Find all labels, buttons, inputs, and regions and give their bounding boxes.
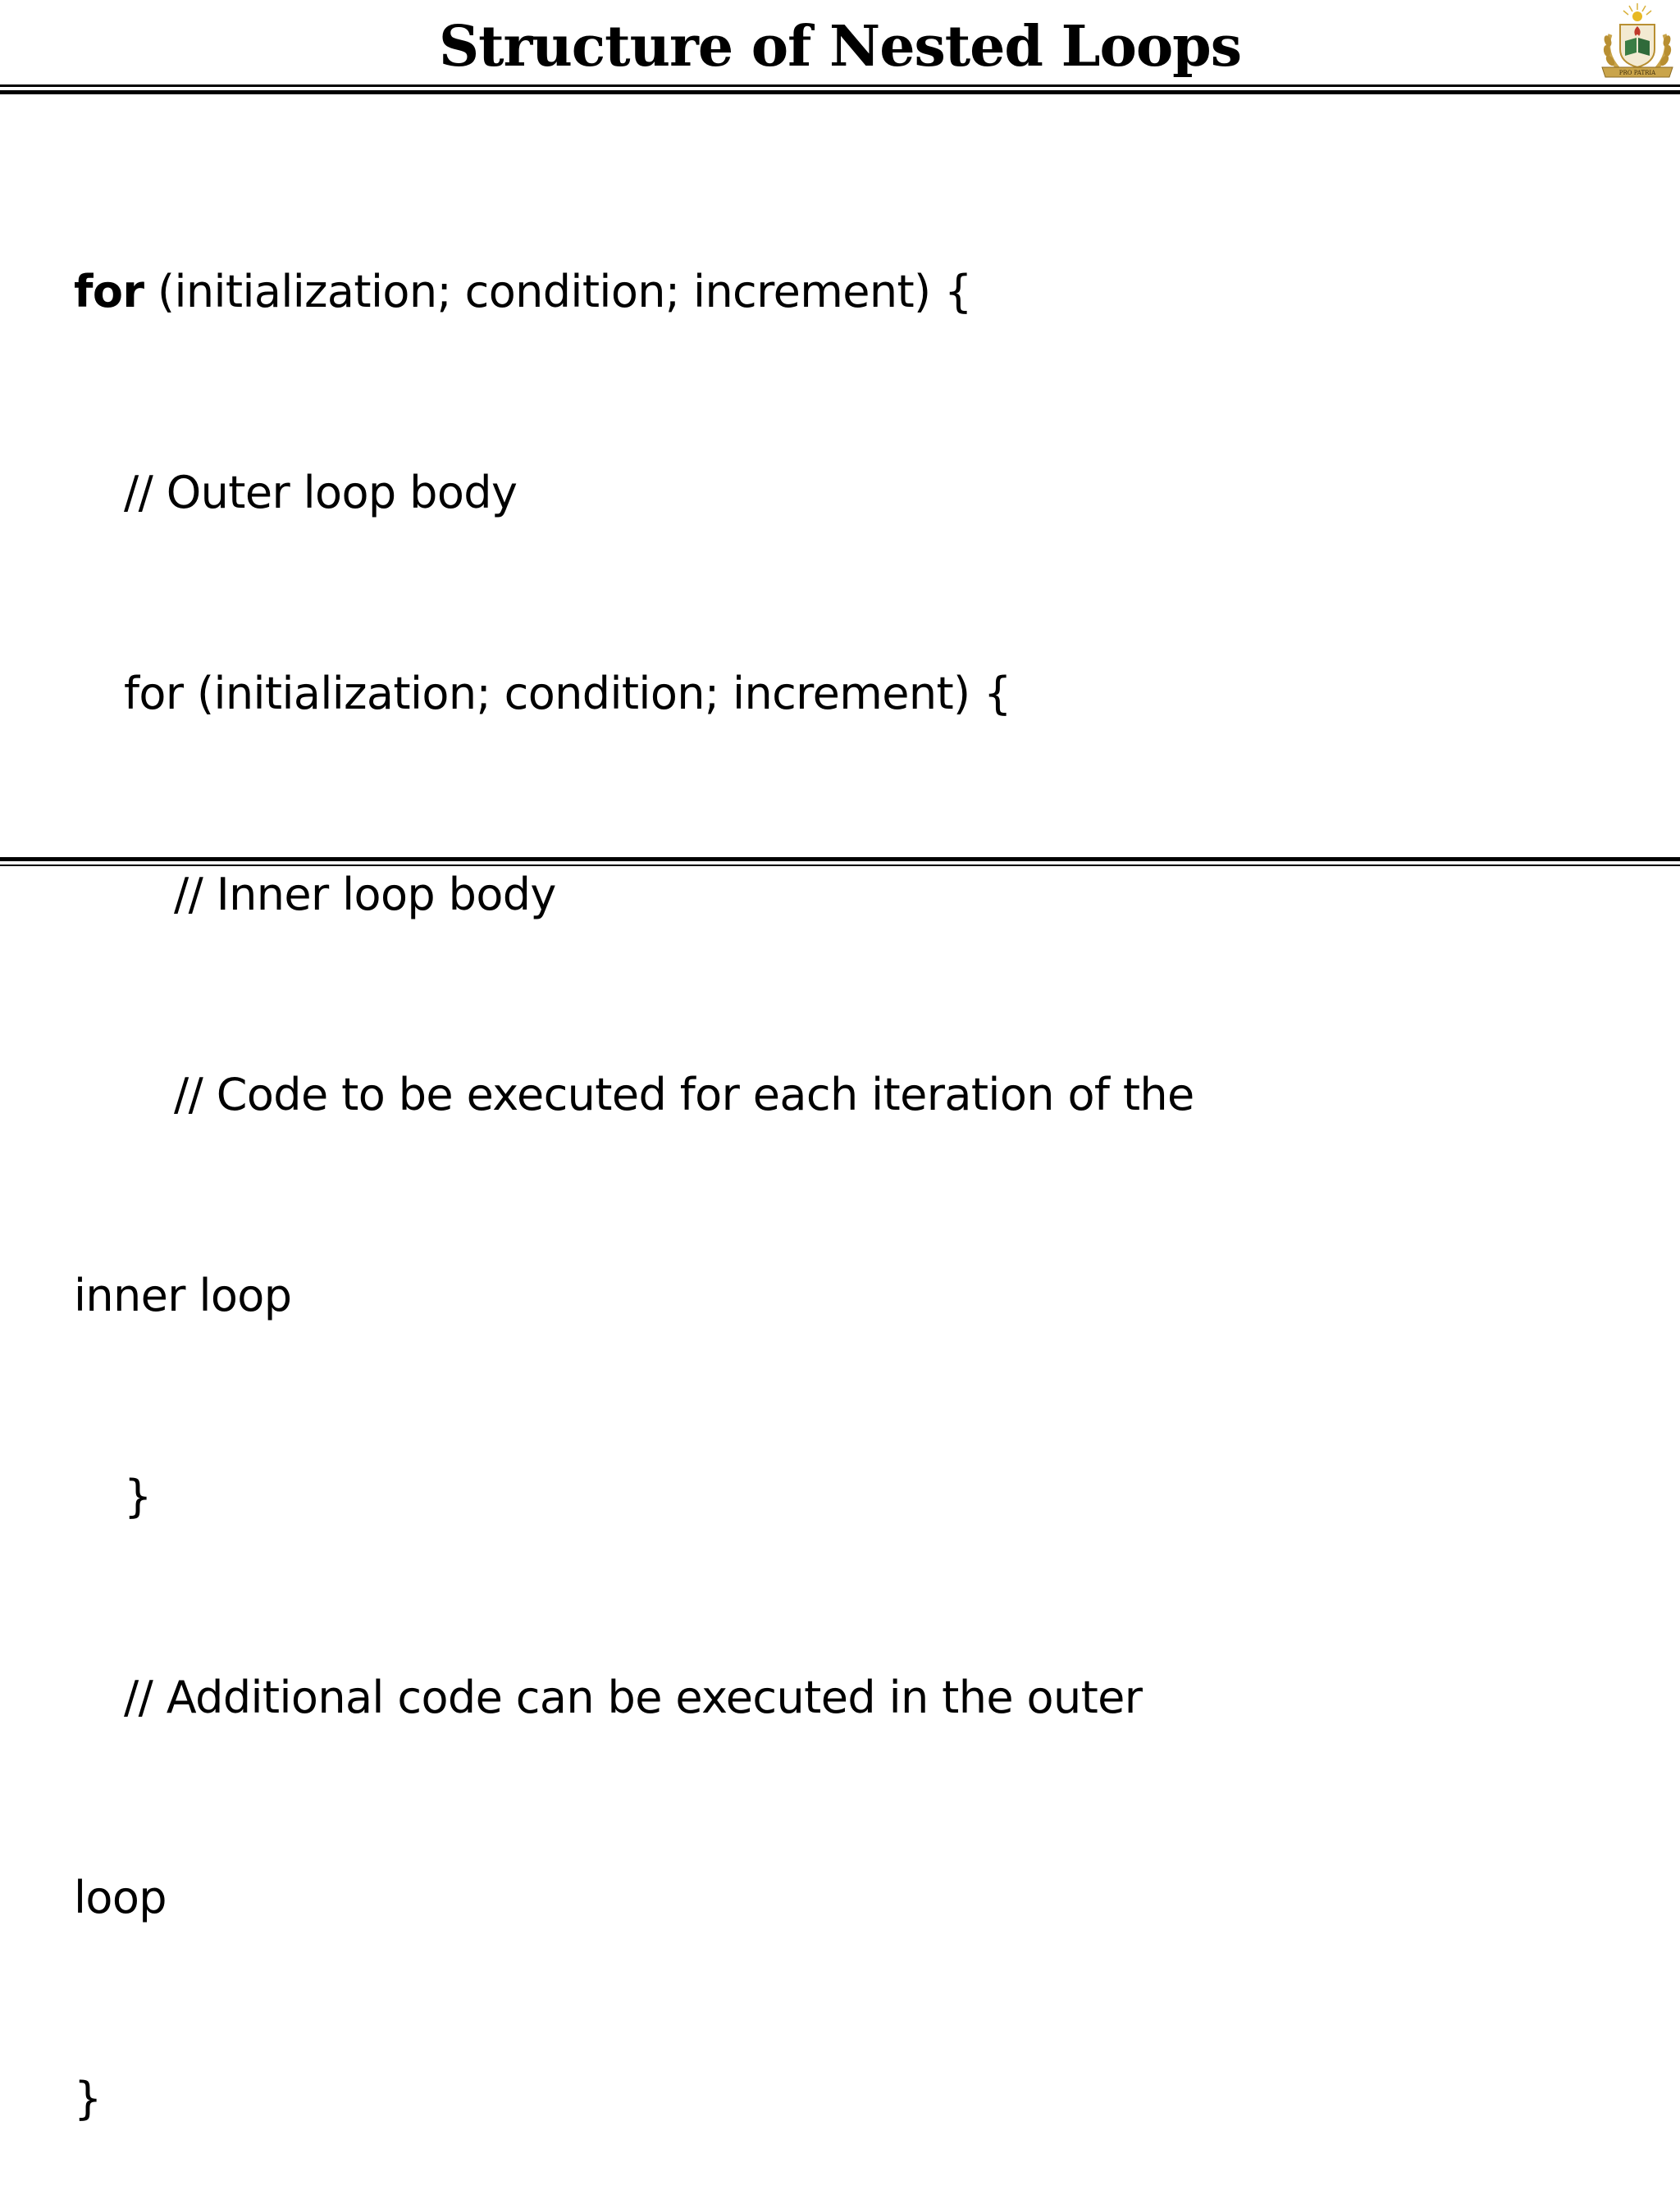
- institution-logo: [1596, 2, 1679, 84]
- code-line-8: // Additional code can be executed in the outer: [124, 1671, 1143, 1723]
- code-line-1-text: (initialization; condition; increment) {: [144, 266, 972, 318]
- code-line-10: }: [74, 2073, 102, 2125]
- code-line-2: // Outer loop body: [124, 466, 518, 518]
- code-line-7: }: [124, 1470, 152, 1522]
- code-line-6: inner loop: [74, 1270, 292, 1322]
- code-line-1: [74, 258, 1632, 326]
- svg-text:PRO PATRIA: PRO PATRIA: [1618, 70, 1656, 76]
- for-keyword: for: [74, 266, 144, 318]
- footer-rule-top: [0, 857, 1680, 861]
- code-block: [74, 125, 1632, 2199]
- slide-title: Structure of Nested Loops: [438, 14, 1242, 80]
- code-line-4: // Inner loop body: [174, 868, 556, 920]
- code-line-9: loop: [74, 1872, 167, 1924]
- title-rule-bottom: [0, 90, 1680, 94]
- footer-rule-bottom: [0, 865, 1680, 866]
- title-rule-top: [0, 84, 1680, 87]
- code-line-3: for (initialization; condition; increment) {: [124, 667, 1011, 719]
- code-line-5: // Code to be executed for each iteration of the: [174, 1069, 1194, 1121]
